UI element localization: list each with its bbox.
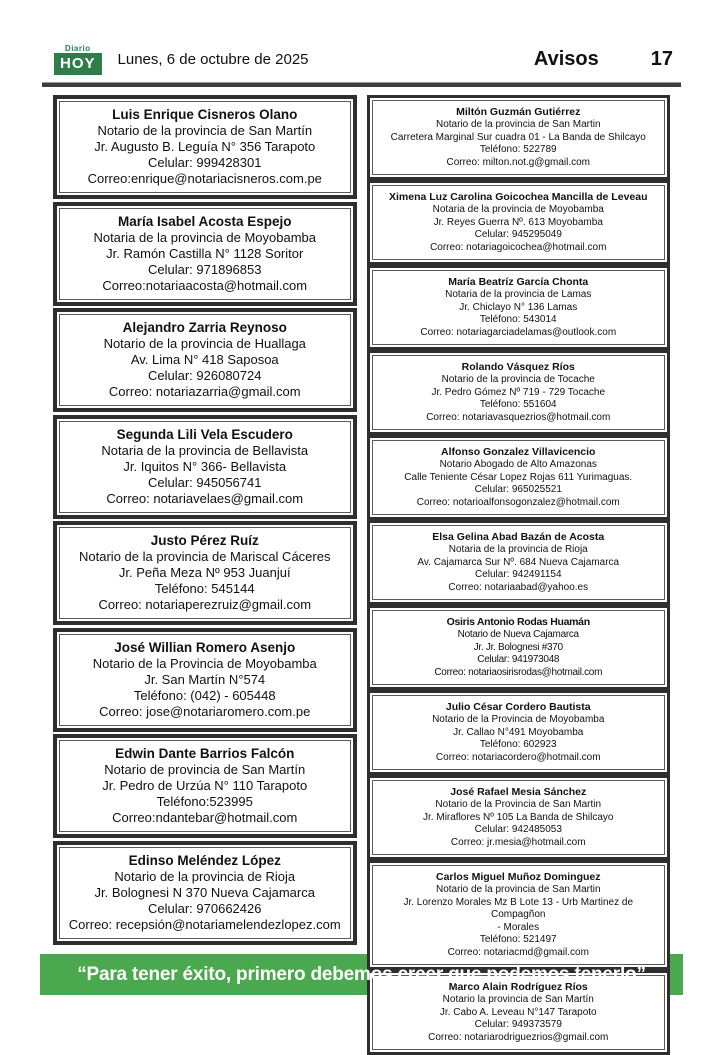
notary-line: Notaria de la provincia de Bellavista: [101, 442, 309, 458]
notary-line: Correo: jr.mesia@hotmail.com: [450, 836, 586, 848]
notary-name: Luis Enrique Cisneros Olano: [112, 107, 298, 122]
notary-box-inner: [372, 975, 666, 1050]
notary-line: Notario de la Provincia de San Martin: [435, 799, 602, 810]
notary-box: [367, 95, 671, 180]
notary-line: Correo: notariavelaes@gmail.com: [106, 490, 304, 506]
notary-line: Jr. Peña Meza Nº 953 Juanjuí: [118, 565, 291, 581]
notary-line: Correo:enrique@notariacisneros.com.pe: [87, 171, 322, 186]
notary-line: Correo: notariaperezruiz@gmail.com: [98, 597, 312, 613]
notary-line: Celular: 942485053: [474, 824, 562, 835]
notary-line: Notaria de la provincia de Rioja: [448, 544, 588, 555]
notary-line: Correo: notariacmd@gmail.com: [447, 946, 589, 958]
header-rule: [42, 82, 681, 87]
notary-line: Celular: 971896853: [148, 261, 262, 277]
notary-line: Notaria de la provincia de Lamas: [445, 289, 592, 300]
notary-box: [367, 520, 671, 605]
notary-name: José Willian Romero Asenjo: [114, 639, 296, 655]
notary-name: Justo Pérez Ruíz: [150, 533, 259, 549]
page-number: 17: [650, 48, 673, 70]
notary-box: [53, 308, 357, 412]
diario-hoy-logo: [54, 44, 102, 75]
notary-line: Teléfono: 522789: [479, 144, 557, 155]
notary-name: Marco Alain Rodríguez Ríos: [448, 981, 588, 993]
notary-line: Correo: notarioalfonsogonzalez@hotmail.com: [416, 496, 620, 508]
notary-name: Osiris Antonio Rodas Huamán: [446, 616, 590, 628]
notary-line: Teléfono: 521497: [479, 934, 557, 945]
notary-name: Ximena Luz Carolina Goicochea Mancilla de Leveau: [389, 191, 648, 203]
notary-line: Jr. Ramón Castilla N° 1128 Soritor: [106, 245, 304, 261]
notary-box-inner: [372, 610, 666, 685]
page-header: [40, 44, 683, 82]
notary-box-inner: [372, 100, 666, 175]
notary-line: Correo: notariazarria@gmail.com: [108, 384, 301, 400]
notary-line: - Morales: [497, 921, 540, 933]
notary-box: [367, 605, 671, 690]
notary-box: [53, 734, 357, 838]
notary-name: Elsa Gelina Abad Bazán de Acosta: [432, 531, 605, 543]
notary-box-inner: [59, 847, 351, 939]
notary-line: Celular: 949373579: [474, 1019, 562, 1030]
notary-line: Notario de la provincia de Rioja: [114, 868, 296, 884]
notary-box-inner: [372, 185, 666, 260]
notary-line: Jr. Reyes Guerra Nº. 613 Moyobamba: [433, 216, 603, 228]
notary-box: [367, 775, 671, 860]
notary-line: Correo: milton.not.g@gmail.com: [446, 156, 591, 168]
notary-line: Notario de Nueva Cajamarca: [457, 629, 579, 640]
notary-box: [367, 180, 671, 265]
notary-box-inner: [59, 314, 351, 406]
notary-box-inner: [59, 740, 351, 832]
notary-line: Correo: recepsión@notariamelendezlopez.com: [68, 916, 341, 932]
notary-name: Carlos Miguel Muñoz Dominguez: [436, 871, 601, 883]
notary-line: Teléfono: 543014: [479, 314, 557, 325]
notary-line: Jr. Augusto B. Leguía N° 356 Tarapoto: [94, 139, 316, 154]
notary-box-inner: [372, 270, 666, 345]
notary-line: Jr. Pedro Gómez Nº 719 - 729 Tocache: [431, 386, 606, 398]
notary-line: Jr. Miraflores Nº 105 La Banda de Shilcayo: [423, 811, 614, 823]
notary-line: Notario Abogado de Alto Amazonas: [439, 459, 597, 470]
notary-line: Notario de la provincia de San Martín: [97, 123, 313, 138]
notary-line: Teléfono: 551604: [479, 399, 557, 410]
notary-box: [53, 521, 357, 625]
notary-line: Celular: 942491154: [474, 569, 562, 580]
notary-box: [367, 435, 671, 520]
notary-box: [367, 860, 671, 970]
notary-box-inner: [59, 421, 351, 513]
notary-line: Notario de la provincia de San Martin: [435, 884, 601, 895]
notary-box: [53, 95, 357, 199]
notary-line: Calle Teniente César Lopez Rojas 611 Yurimaguas.: [404, 471, 633, 483]
notary-name: Rolando Vásquez Ríos: [461, 361, 575, 373]
notary-name: Miltón Guzmán Gutiérrez: [456, 106, 581, 118]
notary-line: Av. Cajamarca Sur Nº. 684 Nueva Cajamarca: [417, 556, 620, 568]
notary-line: Notario de la provincia de Tocache: [441, 374, 595, 385]
notary-name: Edwin Dante Barrios Falcón: [115, 746, 295, 762]
notary-name: Julio César Cordero Bautista: [445, 701, 591, 713]
notary-line: Celular: 965025521: [474, 484, 562, 495]
notary-box-inner: [372, 865, 666, 965]
notary-line: Notaria de la provincia de Moyobamba: [432, 204, 604, 215]
notary-line: Jr. Cabo A. Leveau N°147 Tarapoto: [439, 1006, 597, 1018]
left-column: [53, 95, 357, 945]
notary-box-inner: [372, 695, 666, 770]
edition-date: Lunes, 6 de octubre de 2025: [117, 51, 309, 68]
notary-line: Jr. Lorenzo Morales Mz B Lote 13 - Urb Martinez de Compagñon: [403, 896, 634, 920]
notary-box: [367, 350, 671, 435]
section-title: Avisos: [533, 48, 599, 70]
notary-line: Notario de la provincia de Huallaga: [103, 336, 306, 352]
notary-name: Edinso Meléndez López: [128, 852, 281, 868]
notary-box: [367, 265, 671, 350]
notary-line: Teléfono: 602923: [479, 739, 557, 750]
notary-line: Notario de la provincia de San Martin: [435, 119, 601, 130]
notary-line: Correo:ndantebar@hotmail.com: [112, 810, 298, 826]
notary-name: Alejandro Zarria Reynoso: [122, 320, 287, 336]
notary-line: Notario de la provincia de Mariscal Cáceres: [79, 549, 331, 565]
notary-box-inner: [372, 355, 666, 430]
notary-line: Celular: 945056741: [148, 474, 262, 490]
notary-line: Celular: 999428301: [148, 155, 262, 170]
notary-line: Notario de la Provincia de Moyobamba: [92, 655, 317, 671]
notary-line: Correo: notariavasquezrios@hotmail.com: [426, 411, 611, 423]
notary-line: Notaria de la provincia de Moyobamba: [93, 229, 317, 245]
notary-line: Celular: 970662426: [148, 900, 262, 916]
notary-line: Correo: notariagarciadelamas@outlook.com: [420, 326, 617, 338]
notary-line: Celular: 926080724: [148, 368, 262, 384]
notary-line: Jr. Bolognesi N 370 Nueva Cajamarca: [94, 884, 315, 900]
notary-box-inner: [372, 525, 666, 600]
notary-line: Jr. Callao N°491 Moyobamba: [453, 726, 584, 738]
notary-line: Notario de la Provincia de Moyobamba: [432, 714, 605, 725]
notary-box: [367, 690, 671, 775]
notary-line: Jr. San Martín N°574: [144, 671, 266, 687]
notary-box-inner: [59, 634, 351, 726]
notary-box-inner: [372, 440, 666, 515]
notary-line: Carretera Marginal Sur cuadra 01 - La Banda de Shilcayo: [390, 131, 646, 143]
notary-box: [53, 841, 357, 945]
notary-box-inner: [372, 780, 666, 855]
notary-box: [53, 628, 357, 732]
notary-line: Teléfono: 545144: [154, 581, 255, 597]
notary-line: Teléfono:523995: [156, 794, 253, 810]
quote-text: “Para tener éxito, primero debemos creer que podemos tenerlo”: [77, 963, 646, 985]
notary-name: José Rafael Mesia Sánchez: [450, 786, 587, 798]
notary-line: Jr. Jr. Bolognesi #370: [473, 641, 563, 653]
notary-line: Jr. Chiclayo N° 136 Lamas: [459, 301, 578, 313]
notary-name: Segunda Lili Vela Escudero: [116, 426, 293, 442]
notary-line: Notario la provincia de San Martín: [442, 994, 594, 1005]
notary-line: Av. Lima N° 418 Saposoa: [130, 352, 279, 368]
logo-diario-text: Diario: [64, 44, 91, 53]
notary-line: Correo: notariaosirisrodas@hotmail.com: [434, 666, 603, 678]
notary-name: Alfonso Gonzalez Villavicencio: [441, 446, 596, 458]
notary-line: Jr. Pedro de Urzúa N° 110 Tarapoto: [102, 778, 308, 794]
notary-box-inner: [59, 101, 351, 193]
notary-name: María Isabel Acosta Espejo: [117, 213, 292, 229]
notary-line: Correo: notariarodriguezrios@gmail.com: [428, 1031, 609, 1043]
notary-box-inner: [59, 527, 351, 619]
right-column: [367, 95, 671, 1043]
notary-box-inner: [59, 208, 351, 300]
logo-hoy-text: HOY: [54, 53, 102, 75]
notary-box: [53, 202, 357, 306]
notary-box: [53, 415, 357, 519]
notary-line: Correo: jose@notariaromero.com.pe: [99, 703, 311, 719]
notary-line: Celular: 945295049: [474, 229, 562, 240]
notary-line: Correo: notariaabad@yahoo.es: [448, 581, 589, 593]
notary-line: Correo: notariacordero@hotmail.com: [435, 751, 601, 763]
notary-line: Teléfono: (042) - 605448: [133, 687, 276, 703]
notary-line: Celular: 941973048: [477, 654, 560, 665]
notary-line: Correo: notariagoicochea@hotmail.com: [430, 241, 607, 253]
notary-name: María Beatríz García Chonta: [448, 276, 589, 288]
notary-line: Correo:notariaacosta@hotmail.com: [102, 277, 308, 293]
notary-line: Notario de provincia de San Martín: [104, 762, 306, 778]
notary-line: Jr. Iquitos N° 366- Bellavista: [123, 458, 287, 474]
